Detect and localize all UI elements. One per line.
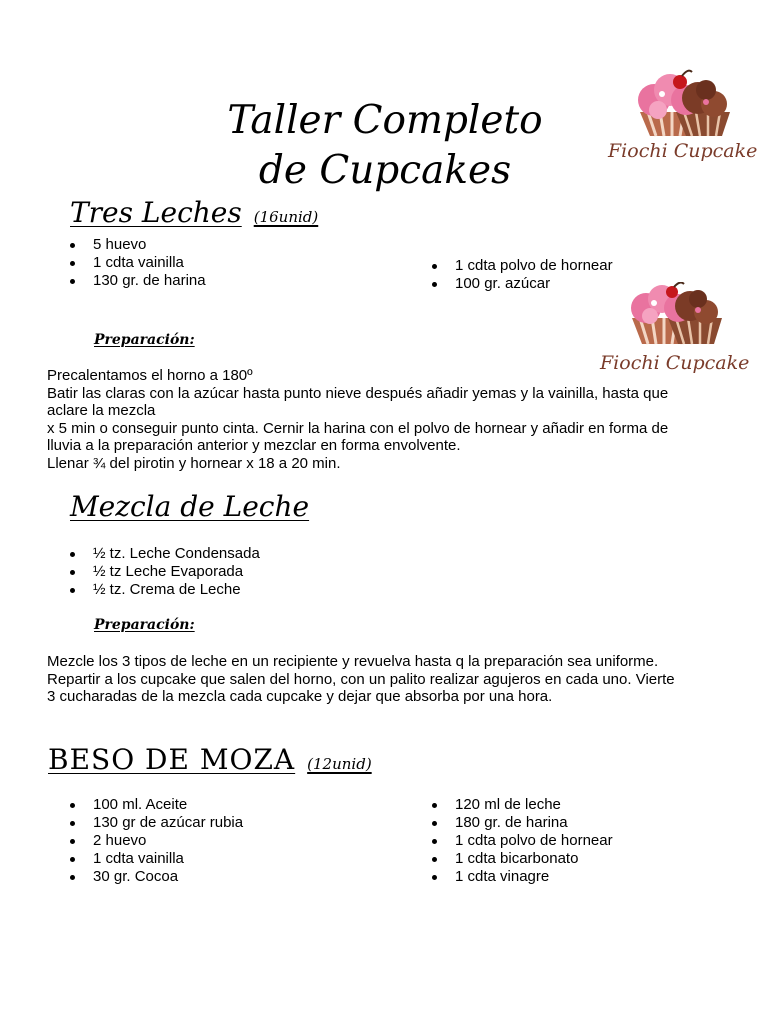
- list-item: 1 cdta polvo de hornear: [430, 832, 613, 850]
- brand-logo: [596, 68, 766, 178]
- prep-label: Preparación:: [94, 617, 195, 633]
- list-item: 1 cdta polvo de hornear: [430, 257, 613, 275]
- brand-name: Fiochi Cupcake: [608, 140, 758, 162]
- list-item: 5 huevo: [68, 236, 206, 254]
- prep-line: aclare la mezcla: [47, 402, 156, 419]
- ingredient-list: [68, 545, 260, 599]
- list-item: 1 cdta vinagre: [430, 868, 613, 886]
- list-item: 1 cdta vainilla: [68, 254, 206, 272]
- list-item: ½ tz Leche Evaporada: [68, 563, 260, 581]
- section-heading: Mezcla de Leche: [70, 490, 310, 523]
- ingredient-list-right: [430, 796, 613, 886]
- prep-line: Precalentamos el horno a 180º: [47, 367, 253, 384]
- list-item: 180 gr. de harina: [430, 814, 613, 832]
- list-item: 30 gr. Cocoa: [68, 868, 243, 886]
- page-title: [170, 96, 600, 196]
- prep-text: [47, 653, 737, 706]
- list-item: ½ tz. Leche Condensada: [68, 545, 260, 563]
- ingredient-list-left: [68, 236, 206, 290]
- list-item: ½ tz. Crema de Leche: [68, 581, 260, 599]
- title-line-1: Taller Completo: [227, 98, 543, 143]
- unit-count: (16unid): [253, 208, 319, 226]
- prep-line: Llenar ¾ del pirotin y hornear x 18 a 20 min.: [47, 454, 341, 472]
- prep-line: lluvia a la preparación anterior y mezclar en forma envolvente.: [47, 437, 461, 454]
- section-heading: BESO DE MOZA: [48, 743, 296, 776]
- prep-text: [47, 367, 737, 472]
- cupcake-icon: [588, 282, 758, 352]
- list-item: 130 gr de azúcar rubia: [68, 814, 243, 832]
- list-item: 1 cdta bicarbonato: [430, 850, 613, 868]
- brand-name: Fiochi Cupcake: [600, 352, 750, 374]
- cupcake-icon: [596, 68, 766, 148]
- prep-line: Repartir a los cupcake que salen del horno, con un palito realizar agujeros en cada uno. Vierte: [47, 670, 675, 688]
- section-title-mezcla-de-leche: [70, 490, 309, 524]
- list-item: 2 huevo: [68, 832, 243, 850]
- list-item: 120 ml de leche: [430, 796, 613, 814]
- list-item: 100 gr. azúcar: [430, 275, 613, 293]
- list-item: 100 ml. Aceite: [68, 796, 243, 814]
- section-heading: Tres Leches: [70, 196, 242, 229]
- list-item: 1 cdta vainilla: [68, 850, 243, 868]
- ingredient-list-left: [68, 796, 243, 886]
- prep-label: Preparación:: [94, 332, 195, 348]
- ingredient-list-right: [430, 257, 613, 293]
- list-item: 130 gr. de harina: [68, 272, 206, 290]
- prep-line: x 5 min o conseguir punto cinta. Cernir la harina con el polvo de hornear y añadir en forma de: [47, 419, 669, 437]
- title-line-2: de Cupcakes: [258, 148, 512, 193]
- section-title-tres-leches: [70, 196, 318, 234]
- prep-line: Mezcle los 3 tipos de leche en un recipiente y revuelva hasta q la preparación sea uniforme.: [47, 653, 659, 670]
- section-title-beso-de-moza: [48, 743, 372, 781]
- prep-line: 3 cucharadas de la mezcla cada cupcake y dejar que absorba por una hora.: [47, 688, 553, 705]
- prep-line: Batir las claras con la azúcar hasta punto nieve después añadir yemas y la vainilla, hasta que: [47, 384, 669, 402]
- unit-count: (12unid): [307, 755, 372, 773]
